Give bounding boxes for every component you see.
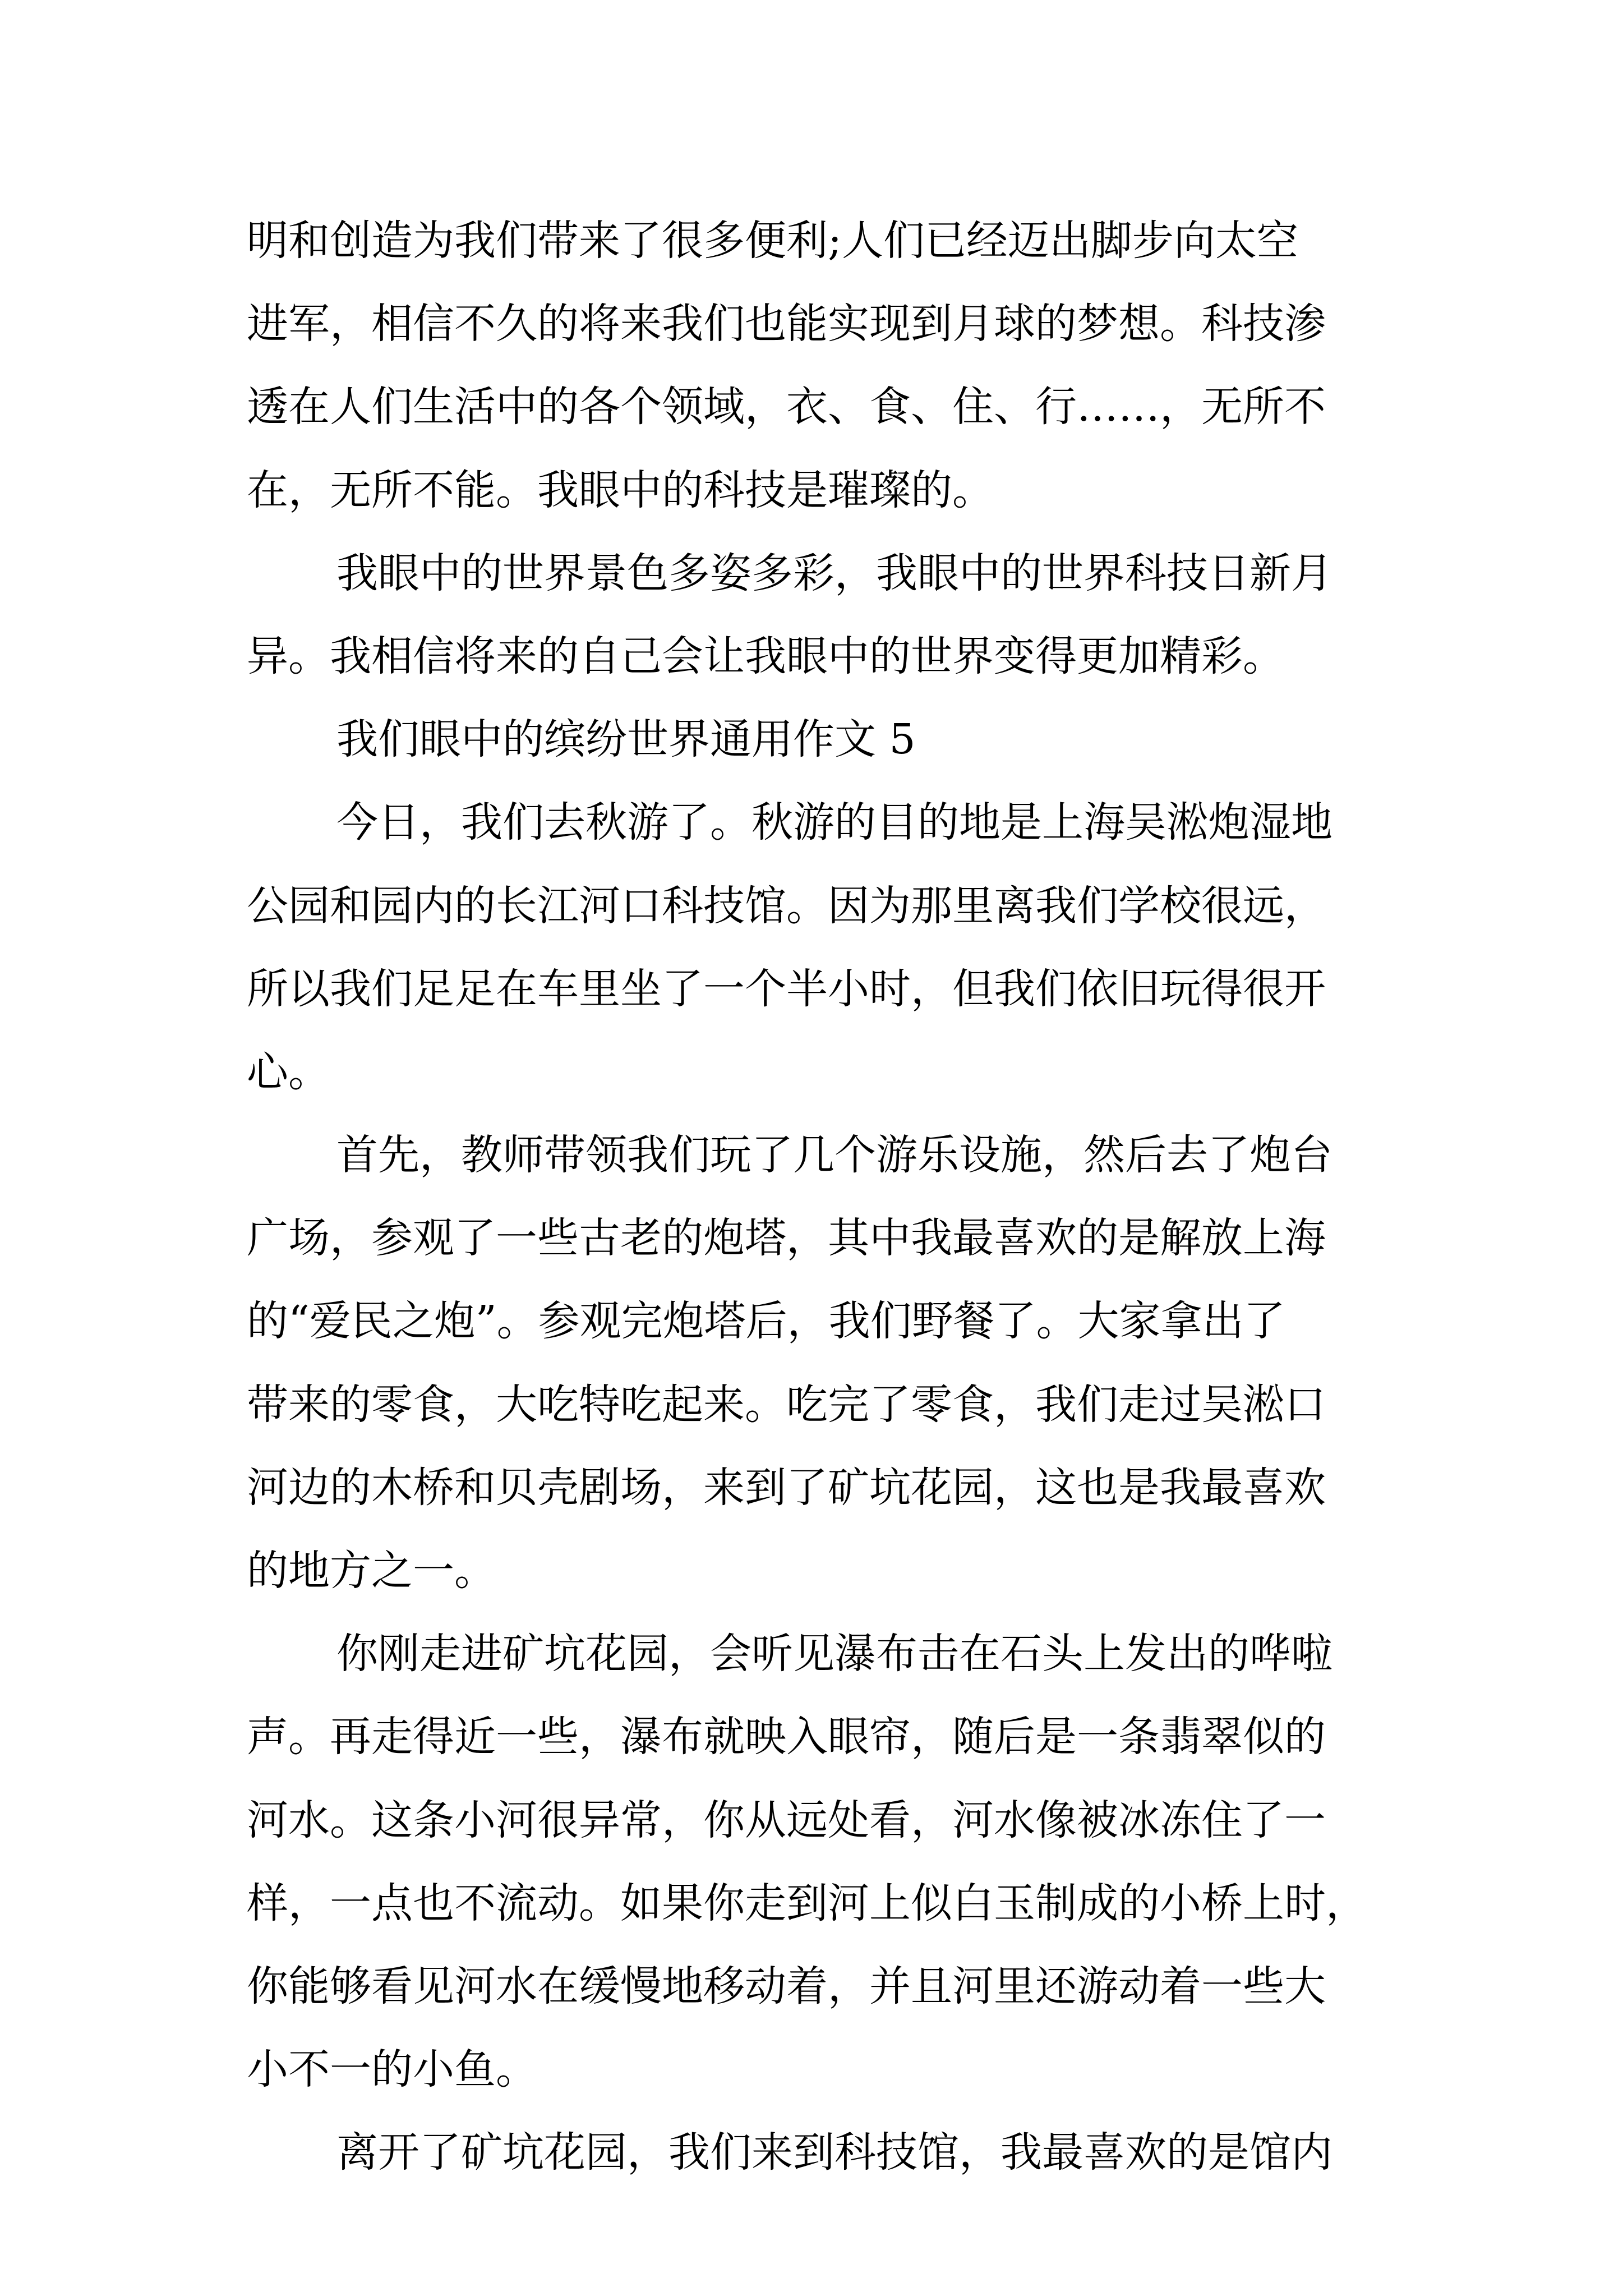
text-line: 公园和园内的长江河口科技馆。因为那里离我们学校很远，: [247, 881, 1326, 930]
text-line: 你能够看见河水在缓慢地移动着，并且河里还游动着一些大: [247, 1962, 1326, 2010]
paragraph-start-line: 今日，我们去秋游了。秋游的目的地是上海吴淞炮湿地: [336, 798, 1332, 847]
text-line: 所以我们足足在车里坐了一个半小时，但我们依旧玩得很开: [247, 964, 1326, 1013]
paragraph-start-line: 离开了矿坑花园，我们来到科技馆，我最喜欢的是馆内: [336, 2128, 1332, 2177]
text-line: 样，一点也不流动。如果你走到河上似白玉制成的小桥上时，: [247, 1879, 1367, 1927]
text-line: 心。: [247, 1047, 330, 1096]
text-line: 带来的零食，大吃特吃起来。吃完了零食，我们走过吴淞口: [247, 1380, 1326, 1429]
text-line: 的地方之一。: [247, 1547, 496, 1595]
essay-heading: 我们眼中的缤纷世界通用作文 5: [336, 715, 916, 764]
paragraph-start-line: 我眼中的世界景色多姿多彩，我眼中的世界科技日新月: [336, 549, 1332, 597]
text-line: 异。我相信将来的自己会让我眼中的世界变得更加精彩。: [247, 632, 1284, 680]
text-line: 透在人们生活中的各个领域，衣、食、住、行……，无所不: [247, 383, 1326, 431]
essay-text: [247, 199, 1385, 2194]
text-line: 进军，相信不久的将来我们也能实现到月球的梦想。科技渗: [247, 300, 1326, 348]
paragraph-start-line: 你刚走进矿坑花园，会听见瀑布击在石头上发出的哗啦: [336, 1630, 1332, 1678]
text-line: 小不一的小鱼。: [247, 2045, 537, 2094]
text-line: 河边的木桥和贝壳剧场，来到了矿坑花园，这也是我最喜欢: [247, 1463, 1326, 1512]
text-line: 明和创造为我们带来了很多便利;人们已经迈出脚步向太空: [247, 217, 1298, 265]
text-line: 声。再走得近一些，瀑布就映入眼帘，随后是一条翡翠似的: [247, 1713, 1326, 1761]
text-line: 广场，参观了一些古老的炮塔，其中我最喜欢的是解放上海: [247, 1214, 1326, 1263]
text-line: 河水。这条小河很异常，你从远处看，河水像被冰冻住了一: [247, 1796, 1326, 1844]
text-line: 的“爱民之炮”。参观完炮塔后，我们野餐了。大家拿出了: [247, 1297, 1285, 1346]
paragraph-start-line: 首先，教师带领我们玩了几个游乐设施，然后去了炮台: [336, 1131, 1332, 1180]
text-line: 在，无所不能。我眼中的科技是璀璨的。: [247, 466, 994, 514]
